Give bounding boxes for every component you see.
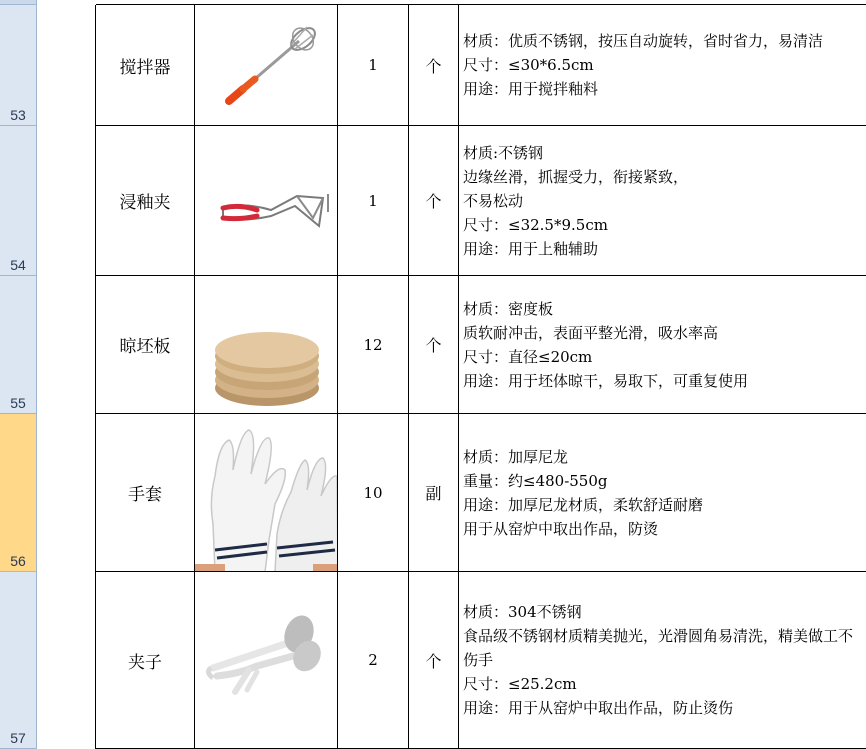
unit-cell[interactable]: 个	[409, 5, 459, 126]
description-cell[interactable]	[459, 414, 866, 572]
unit-cell[interactable]: 个	[409, 572, 459, 749]
empty-cell[interactable]	[37, 414, 96, 572]
row-header-53[interactable]: 53	[0, 5, 36, 126]
desc-line: 尺寸：≤25.2cm	[463, 675, 577, 693]
quantity-cell[interactable]: 12	[338, 276, 409, 414]
table-row	[37, 414, 866, 572]
desc-line: 重量：约≤480-550g	[463, 471, 608, 490]
unit-cell[interactable]: 个	[409, 126, 459, 276]
desc-line: 材质：密度板	[463, 299, 554, 318]
description-cell[interactable]	[459, 572, 866, 749]
tongs-image	[195, 572, 338, 749]
drying-boards-image	[195, 276, 338, 414]
item-image-cell[interactable]	[195, 276, 338, 414]
desc-line: 用途：用于坯体晾干，易取下，可重复使用	[463, 371, 749, 390]
desc-line: 材质:不锈钢	[463, 143, 544, 162]
item-name-cell[interactable]: 浸釉夹	[96, 126, 195, 276]
empty-cell[interactable]	[37, 276, 96, 414]
desc-line: 材质：优质不锈钢，按压自动旋转，省时省力，易清洁	[463, 32, 824, 50]
table-row	[37, 126, 866, 276]
item-name-cell[interactable]: 晾坯板	[96, 276, 195, 414]
item-name-cell[interactable]: 搅拌器	[96, 5, 195, 126]
empty-cell[interactable]	[37, 5, 96, 126]
desc-line: 用途：用于上釉辅助	[463, 239, 599, 258]
desc-line: 不易松动	[463, 191, 524, 210]
description-cell[interactable]	[459, 126, 866, 276]
empty-cell[interactable]	[37, 572, 96, 749]
row-header-column	[0, 0, 37, 749]
desc-line: 尺寸：≤32.5*9.5cm	[463, 215, 608, 234]
item-image-cell[interactable]	[195, 572, 338, 749]
table-row	[37, 572, 866, 749]
desc-line: 用于从窑炉中取出作品，防烫	[463, 519, 659, 538]
desc-line: 材质：304不锈钢	[463, 603, 582, 621]
row-header-55[interactable]: 55	[0, 276, 36, 414]
row-header-57[interactable]: 57	[0, 572, 36, 749]
unit-cell[interactable]: 副	[409, 414, 459, 572]
desc-line: 用途：用于从窑炉中取出作品，防止烫伤	[463, 699, 734, 717]
quantity-cell[interactable]: 1	[338, 126, 409, 276]
desc-line: 用途：加厚尼龙材质，柔软舒适耐磨	[463, 495, 704, 514]
item-image-cell[interactable]	[195, 126, 338, 276]
description-cell[interactable]	[459, 5, 866, 126]
row-header-54[interactable]: 54	[0, 126, 36, 276]
whisk-image	[195, 5, 338, 126]
table-row	[37, 5, 866, 126]
quantity-cell[interactable]: 1	[338, 5, 409, 126]
desc-line: 食品级不锈钢材质精美抛光，光滑圆角易清洗，精美做工不伤手	[463, 627, 854, 669]
item-image-cell[interactable]	[195, 414, 338, 572]
item-name-cell[interactable]: 手套	[96, 414, 195, 572]
desc-line: 尺寸：直径≤20cm	[463, 347, 593, 366]
desc-line: 尺寸：≤30*6.5cm	[463, 56, 594, 74]
desc-line: 质软耐冲击，表面平整光滑，吸水率高	[463, 323, 719, 342]
item-name-cell[interactable]: 夹子	[96, 572, 195, 749]
desc-line: 材质：加厚尼龙	[463, 447, 569, 466]
table-row	[37, 276, 866, 414]
quantity-cell[interactable]: 10	[338, 414, 409, 572]
item-image-cell[interactable]	[195, 5, 338, 126]
desc-line: 边缘丝滑，抓握受力，衔接紧致，	[463, 167, 689, 186]
glaze-tongs-image	[195, 126, 338, 276]
row-header-56[interactable]: 56	[0, 414, 36, 572]
empty-cell[interactable]	[37, 126, 96, 276]
gloves-image	[195, 414, 338, 572]
quantity-cell[interactable]: 2	[338, 572, 409, 749]
desc-line: 用途：用于搅拌釉料	[463, 80, 599, 98]
description-cell[interactable]	[459, 276, 866, 414]
unit-cell[interactable]: 个	[409, 276, 459, 414]
